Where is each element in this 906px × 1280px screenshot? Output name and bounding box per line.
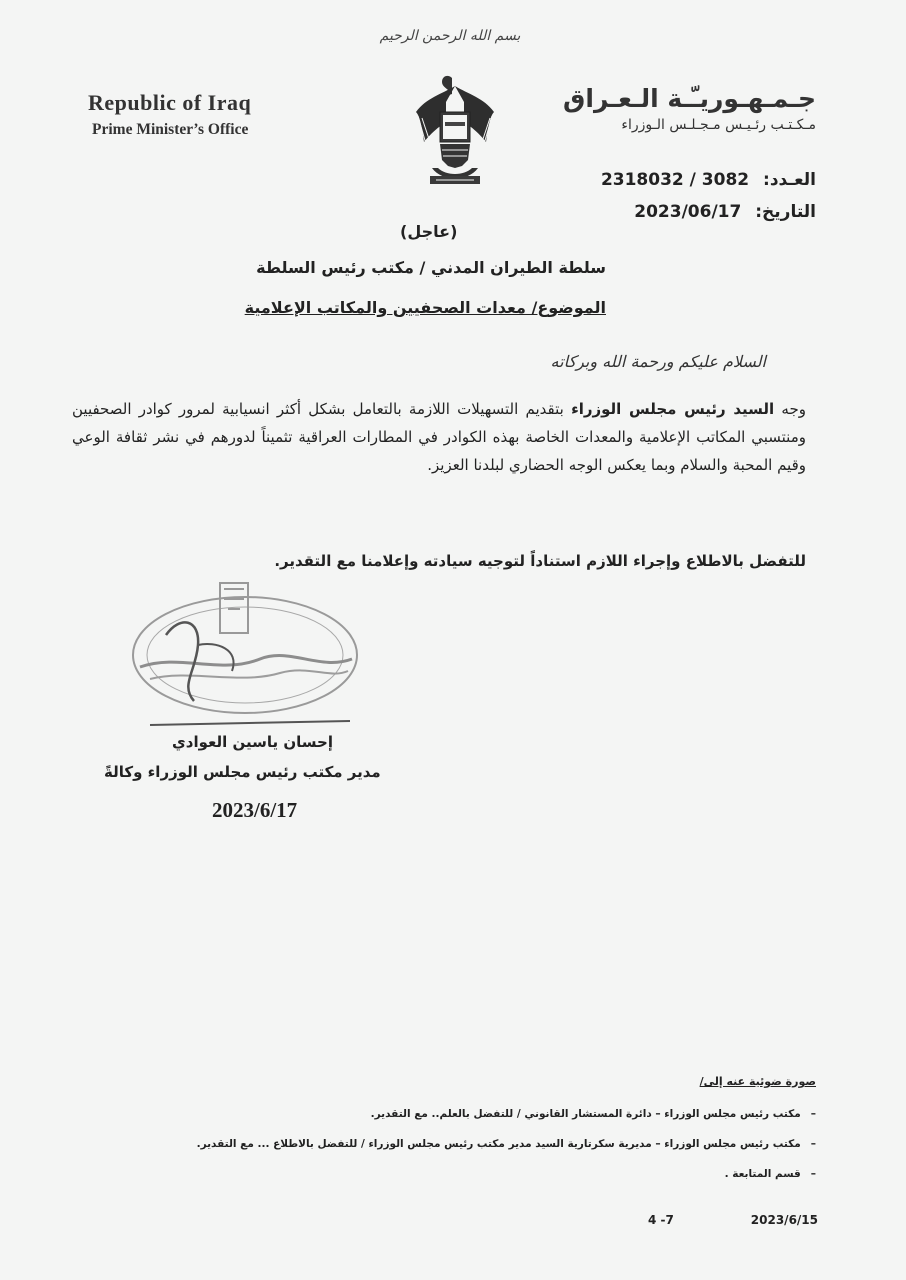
- cc-heading: صورة ضوئية عنه إلى/: [699, 1075, 816, 1088]
- body-emphasis: السيد رئيس مجلس الوزراء: [571, 400, 775, 418]
- closing-line: للتفضل بالاطلاع وإجراء اللازم استناداً لتوجيه سيادته وإعلامنا مع التقدير.: [274, 552, 806, 570]
- reference-label: العـدد:: [763, 170, 816, 190]
- date-label: التاريخ:: [755, 202, 816, 222]
- footer-code: 4 -7: [648, 1213, 674, 1227]
- urgent-mark: (عاجل): [400, 222, 458, 241]
- cc-dash: –: [810, 1168, 816, 1180]
- footer-date: 2023/6/15: [750, 1213, 818, 1227]
- english-country-name: Republic of Iraq: [88, 90, 252, 115]
- cc-item-text: مكتب رئيس مجلس الوزراء – مديرية سكرتارية السيد مدير مكتب رئيس مجلس الوزراء / للتفضل بالاطلاع ... مع التقدير.: [196, 1138, 801, 1150]
- date-value: 2023/06/17: [634, 202, 742, 222]
- letter-date: [634, 202, 816, 222]
- cc-item: [371, 1108, 816, 1120]
- basmala: بسم الله الرحمن الرحيم: [379, 28, 521, 44]
- reference-number: [601, 170, 816, 190]
- signature-date: 2023/6/17: [212, 798, 298, 822]
- cc-item: [197, 1138, 816, 1150]
- cc-dash: –: [810, 1138, 816, 1150]
- office-stamp-icon: [120, 575, 370, 730]
- signatory-name: إحسان ياسين العوادي: [172, 733, 333, 751]
- cc-item: [725, 1168, 816, 1180]
- arabic-country-name: جـمـهـوريـّـة الـعـراق: [563, 84, 816, 113]
- subject-line: الموضوع/ معدات الصحفيين والمكاتب الإعلامية: [244, 298, 606, 317]
- greeting: السلام عليكم ورحمة الله وبركاته: [550, 352, 766, 371]
- signatory-title: مدير مكتب رئيس مجلس الوزراء وكالةً: [104, 763, 381, 781]
- body-intro: وجه: [781, 400, 806, 418]
- arabic-office-name: مـكـتـب رئـيـس مـجـلـس الـوزراء: [621, 117, 816, 133]
- letter-body: [72, 395, 806, 479]
- reference-value: 2318032 / 3082: [600, 170, 750, 190]
- body-text: بتقديم التسهيلات اللازمة بالتعامل بشكل أكثر انسيابية لمرور كوادر الصحفيين ومنتسبي المكاتب الإعلامية والمعدات الخاصة بهذه الكوادر في المطارات العراقية تثميناً لدورهم في نشر ثقافة الوعي وقيم المحبة والسلام وبما يعكس الوجه الحضاري لبلدنا العزيز.: [72, 400, 806, 474]
- cc-dash: –: [810, 1108, 816, 1120]
- addressee: سلطة الطيران المدني / مكتب رئيس السلطة: [256, 258, 606, 277]
- cc-item-text: مكتب رئيس مجلس الوزراء – دائرة المستشار القانوني / للتفضل بالعلم.. مع التقدير.: [370, 1108, 801, 1120]
- cc-item-text: قسم المتابعة .: [724, 1168, 801, 1180]
- english-office-name: Prime Minister’s Office: [92, 121, 249, 138]
- eagle-emblem-icon: [412, 72, 498, 188]
